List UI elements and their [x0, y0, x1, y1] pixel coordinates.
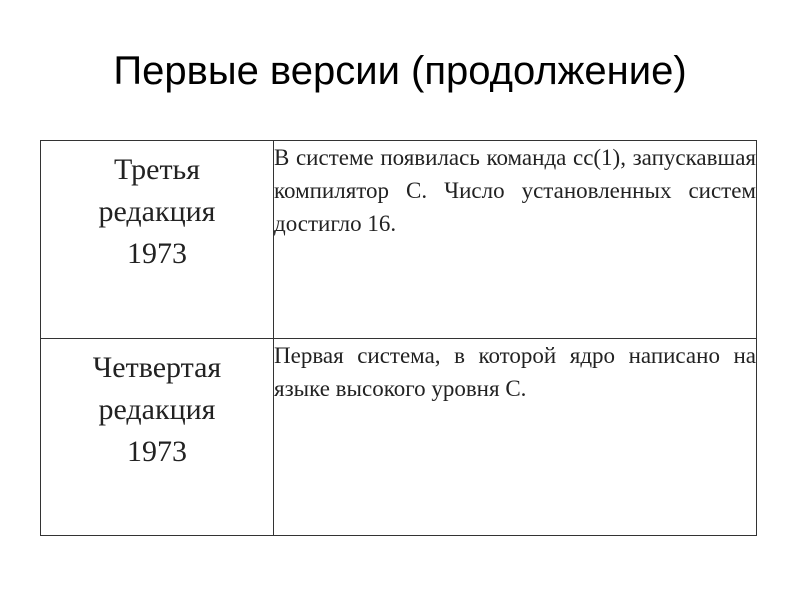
table-row: [41, 141, 757, 339]
edition-word: редакция: [98, 393, 216, 426]
edition-year: 1973: [127, 435, 187, 468]
edition-cell: [41, 141, 274, 339]
edition-description: В системе появилась команда cc(1), запускавшая компилятор C. Число установленных систем достигло 16.: [274, 145, 756, 236]
edition-word: редакция: [98, 195, 216, 228]
slide-title: Первые версии (продолжение): [113, 49, 687, 93]
edition-year: 1973: [127, 237, 187, 270]
editions-table: [40, 140, 757, 536]
description-cell: [274, 339, 757, 536]
edition-cell: [41, 339, 274, 536]
table-row: [41, 339, 757, 536]
description-cell: [274, 141, 757, 339]
edition-name: Четвертая: [92, 351, 222, 384]
edition-name: Третья: [113, 153, 201, 186]
edition-description: Первая система, в которой ядро написано на языке высокого уровня C.: [274, 343, 756, 401]
